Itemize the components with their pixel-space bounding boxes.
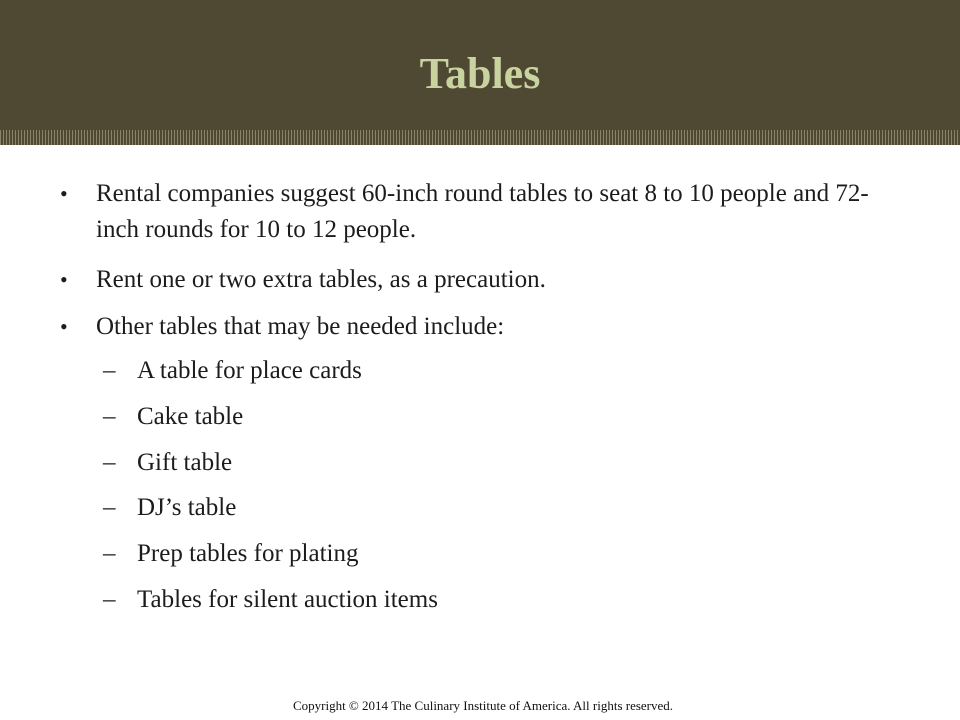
dash-icon: – xyxy=(103,494,116,521)
sub-item-6 xyxy=(103,582,837,618)
bullet-item-1 xyxy=(60,176,886,248)
bullet-dot-icon: • xyxy=(60,181,68,206)
sub-item-text: Gift table xyxy=(137,449,233,476)
sub-item-text: DJ’s table xyxy=(137,494,237,521)
slide-title: Tables xyxy=(419,49,541,98)
bullet-dot-icon: • xyxy=(60,267,68,292)
bullet-text: Rent one or two extra tables, as a precaution. xyxy=(96,266,546,293)
bullet-item-2 xyxy=(60,262,886,298)
sub-item-3 xyxy=(103,445,837,481)
dash-icon: – xyxy=(103,403,116,430)
sub-item-1 xyxy=(103,353,837,389)
sub-item-4 xyxy=(103,490,837,526)
sub-item-2 xyxy=(103,399,837,435)
sub-item-text: Tables for silent auction items xyxy=(137,586,438,613)
copyright-footer: Copyright © 2014 The Culinary Institute of America. All rights reserved. xyxy=(292,698,674,713)
sub-item-text: Prep tables for plating xyxy=(137,540,359,567)
sub-item-text: Cake table xyxy=(137,403,244,430)
bullet-dot-icon: • xyxy=(60,314,68,339)
sub-item-5 xyxy=(103,536,837,572)
dash-icon: – xyxy=(103,357,116,384)
sub-item-text: A table for place cards xyxy=(137,357,362,384)
dash-icon: – xyxy=(103,586,116,613)
dash-icon: – xyxy=(103,540,116,567)
dash-icon: – xyxy=(103,449,116,476)
bullet-text: Other tables that may be needed include: xyxy=(96,313,505,340)
bullet-item-3 xyxy=(60,309,886,345)
bullet-text: Rental companies suggest 60-inch round tables to seat 8 to 10 people and 72-inch rounds for 10 to 12 people. xyxy=(96,180,869,243)
